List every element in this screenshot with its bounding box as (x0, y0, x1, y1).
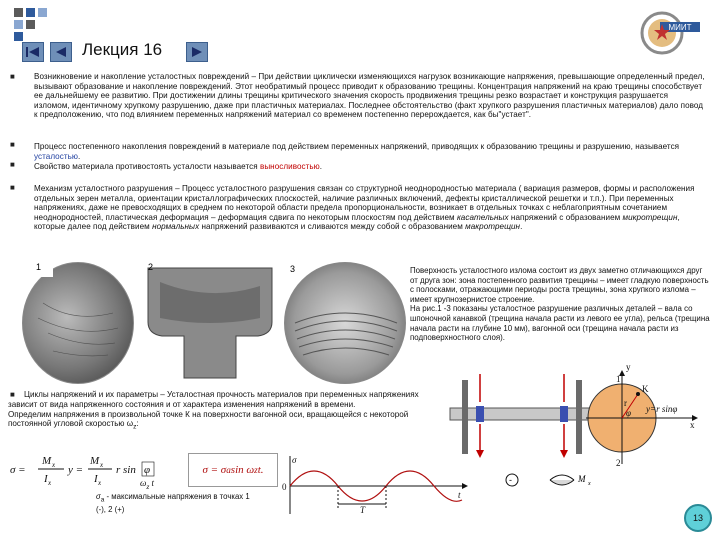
institution-logo (640, 10, 702, 56)
svg-text:x: x (98, 479, 102, 487)
svg-text:I: I (44, 473, 48, 485)
svg-text:t: t (458, 490, 461, 500)
phi-definition: $\omega_z$ t (140, 478, 155, 491)
photo-number-2: 2 (148, 262, 154, 272)
bullet-marker: ■ (10, 72, 15, 81)
fatigue-damage-paragraph: Возникновение и накопление усталостных повреждений – При действии циклически изменяющихся нагрузок возникающие напряжения, превышающие определенный предел, вызывают образование и накопление повреждений. Этот необратимый процесс приводит к образованию трещины. Концентрация напряжений на краю трещины способствует ее дальнейшему ее развитию. При достижении длины трещины критического значения скорость продвижения трещины резко возрастает и конструкция разрушается изломом, идентичному хрупкому разрушению, даже при пластичных материалах. Последнее обстоятельство (факт хрупкого разрушения пластичных материалов) дало повод к предположению, что под влиянием переменных напряжений материал со временем постепенно перерождается, как бы"устает". (34, 72, 705, 120)
section-diagram (586, 362, 712, 468)
svg-text:0: 0 (282, 482, 287, 492)
endurance-definition-paragraph: Свойство материала противостоять усталости называется выносливостью. (34, 162, 323, 171)
corner-square (26, 8, 35, 17)
svg-text:x: x (48, 479, 52, 487)
svg-text:1: 1 (616, 374, 621, 384)
svg-text:x: x (52, 461, 56, 469)
svg-text:K: K (642, 384, 649, 394)
stress-cycles-section (8, 390, 428, 433)
triangle-left-icon (55, 46, 67, 58)
axle-diagram (440, 372, 600, 462)
triangle-right-icon (191, 46, 203, 58)
corner-square (14, 32, 23, 41)
bullet-marker: ■ (10, 160, 15, 169)
bullet-marker: ■ (10, 390, 15, 399)
fatigue-definition-paragraph: Процесс постепенного накопления повреждений в материале под действием переменных напряжений, приводящих к образованию трещины и разрушению, называется усталостью. (34, 142, 680, 161)
svg-text:x: x (100, 461, 104, 469)
svg-text:y: y (626, 362, 631, 372)
svg-text:МИИТ: МИИТ (668, 23, 692, 32)
corner-square (14, 8, 23, 17)
fracture-photo-shaft (22, 262, 134, 384)
svg-text:σ =: σ = (10, 464, 26, 476)
svg-text:M: M (90, 455, 100, 467)
svg-text:-: - (509, 475, 512, 485)
slide-number-badge: 13 (684, 504, 712, 532)
moment-symbols (500, 470, 600, 492)
bullet-marker: ■ (10, 183, 15, 192)
photo-number-1: 1 (36, 262, 42, 272)
corner-square (38, 8, 47, 17)
skip-back-icon (26, 46, 40, 58)
fracture-photo-rail (140, 262, 280, 384)
point-k-text: Определим напряжения в произвольной точке К на поверхности вагонной оси, вращающейся с некоторой постоянной угловой скоростью $\omega_z$: (8, 409, 409, 431)
next-slide-button[interactable] (186, 42, 208, 62)
fracture-caption: Поверхность усталостного излома состоит из двух заметно отличающихся друг от друга зон: зона постепенного развития трещины – имеет гладкую поверхность с полосками, отражающими периоды роста трещины, зона хрупкого излома – имеет крупнозернистое строение. На рис.1 -3 показаны усталостное разрушение различных деталей – вала со шпоночной канавкой (трещина начала расти из левого ее угла), рельса (трещина начала расти на глубине 10 мм), вагонной оси (трещина начала расти из подповерхностного слоя). (410, 266, 710, 343)
fracture-photo-axle (284, 262, 406, 384)
svg-text:r: r (624, 398, 627, 408)
svg-text:M: M (578, 474, 586, 484)
svg-text:x: x (588, 481, 591, 487)
svg-text:φ: φ (626, 408, 631, 418)
first-slide-button[interactable] (22, 42, 44, 62)
svg-text:σ: σ (292, 455, 297, 465)
svg-text:x: x (690, 420, 695, 430)
stress-formula (8, 448, 180, 494)
svg-text:2: 2 (616, 458, 621, 468)
mechanism-paragraph: Механизм усталостного разрушения – Процесс усталостного разрушения связан со структурной неоднородностью материала ( вариация размеров, формы и расположения отдельных зерен металла, ориентации кристаллографических плоскостей, наличие различных включений, дефекты кристаллической решетки и т.п.). При переменных напряжениях, даже не превосходящих в среднем по некоторой области предела пропорциональности, возникает в отдельных точках с неблагоприятным сочетанием неоднородностей, пластическая деформация – деформация сдвига по некоторым плоскостям под действием касательных напряжений с образованием микротрещин, которые далее под действием нормальных напряжений развиваются и сливаются между собой с образованием макротрещин. (34, 184, 695, 232)
sigma-amplitude-formula: σ = σ a sin ω z t. (188, 453, 278, 487)
svg-text:y =: y = (68, 464, 84, 476)
corner-square (14, 20, 23, 29)
photo-number-3: 3 (290, 264, 296, 274)
svg-text:M: M (42, 455, 52, 467)
page-title: Лекция 16 (82, 40, 163, 59)
svg-text:φ: φ (144, 464, 151, 476)
stress-time-plot (282, 454, 472, 516)
svg-text:I: I (94, 473, 98, 485)
svg-text:T: T (360, 505, 366, 515)
svg-text:y=r sinφ: y=r sinφ (646, 404, 678, 414)
svg-text:r sin: r sin (116, 464, 136, 476)
stress-cycles-heading: Циклы напряжений и их параметры – Усталостная прочность материалов при переменных напряжениях зависит от вида напряженного состояния и от характера изменения напряжений в времени. (8, 390, 419, 409)
bullet-marker: ■ (10, 140, 15, 149)
corner-square (26, 20, 35, 29)
sigma-amplitude-note: $\sigma_a$ - максимальные напряжения в точках 1 (-), 2 (+) (96, 492, 250, 515)
prev-slide-button[interactable] (50, 42, 72, 62)
